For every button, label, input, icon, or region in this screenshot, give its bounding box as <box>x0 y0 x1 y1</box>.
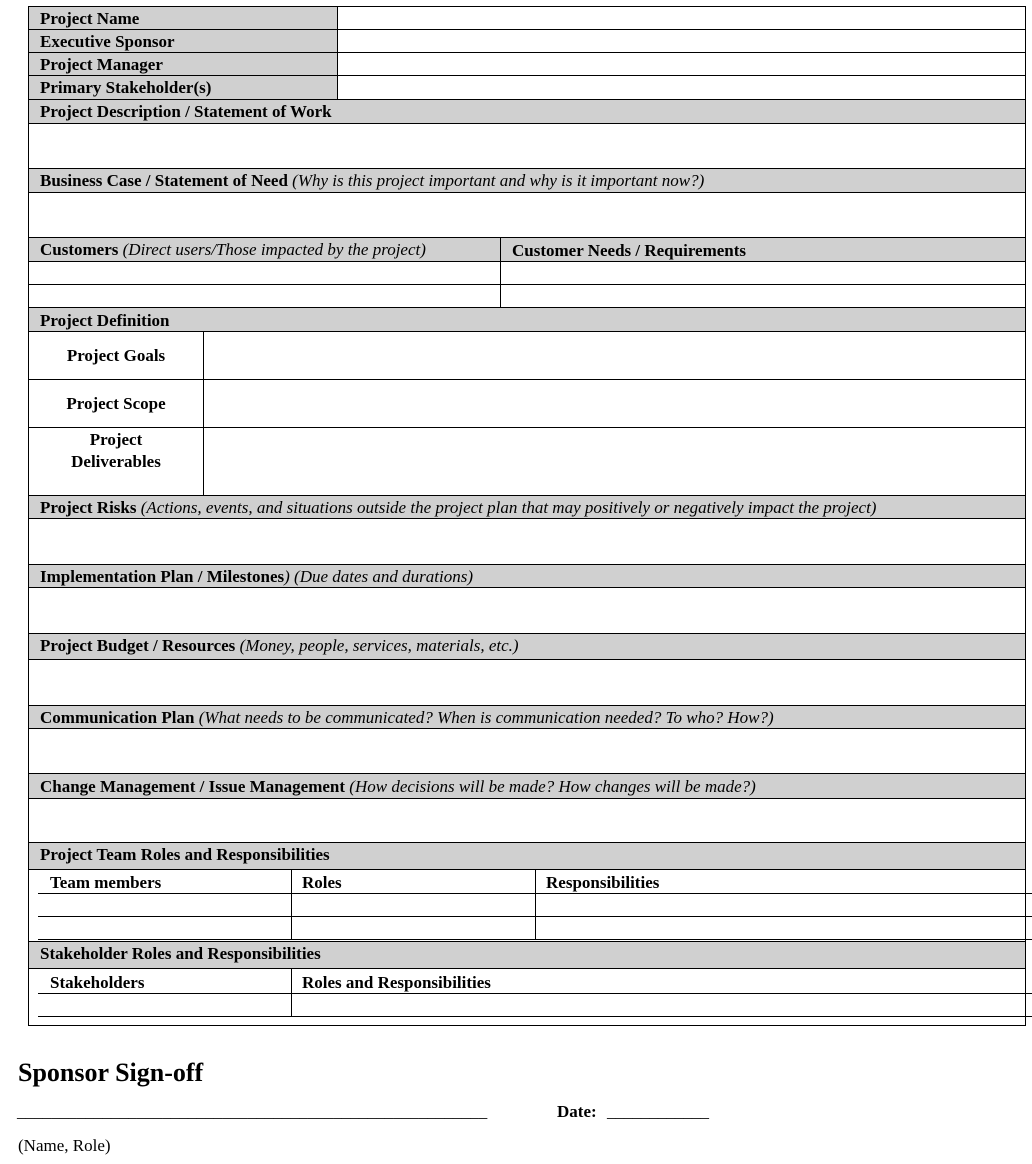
risks-title: Project Risks <box>40 498 137 517</box>
project-name-label: Project Name <box>40 9 140 28</box>
change-title: Change Management / Issue Management <box>40 777 346 796</box>
stakeholder-roles-col: Roles and Responsibilities <box>302 973 491 992</box>
risks-hint: (Actions, events, and situations outside the project plan that may positively or negatively impact the project) <box>140 498 877 517</box>
date-label: Date: <box>557 1102 597 1121</box>
project-deliverables-label-2: Deliverables <box>71 452 161 471</box>
change-hint: (How decisions will be made? How changes will be made?) <box>349 777 756 796</box>
team-responsibilities-col: Responsibilities <box>546 873 660 892</box>
stakeholder-title: Stakeholder Roles and Responsibilities <box>40 944 321 963</box>
communication-hint: (What needs to be communicated? When is communication needed? To who? How?) <box>198 708 774 727</box>
date-line[interactable]: ____________ <box>607 1102 709 1121</box>
business-case-heading <box>40 171 704 191</box>
change-field[interactable] <box>29 799 1025 842</box>
project-goals-field[interactable] <box>205 332 1025 379</box>
project-manager-label: Project Manager <box>40 55 163 74</box>
customer-needs-title: Customer Needs / Requirements <box>512 241 747 260</box>
budget-heading <box>40 636 519 656</box>
signature-line[interactable]: _______________________________________________________ <box>17 1102 488 1121</box>
team-roles-col: Roles <box>302 873 342 892</box>
business-case-title: Business Case / Statement of Need <box>40 171 288 190</box>
implementation-field[interactable] <box>29 588 1025 633</box>
communication-heading <box>40 708 774 728</box>
definition-header <box>29 308 1025 331</box>
signoff-title: Sponsor Sign-off <box>18 1058 204 1087</box>
description-title: Project Description / Statement of Work <box>40 102 332 121</box>
description-field[interactable] <box>29 124 1025 168</box>
name-role-caption: (Name, Role) <box>18 1136 111 1155</box>
budget-field[interactable] <box>29 660 1025 705</box>
implementation-title: Implementation Plan / Milestones <box>40 567 285 586</box>
business-case-hint: (Why is this project important and why is it important now?) <box>292 171 705 190</box>
customers-heading <box>40 240 426 260</box>
project-goals-label: Project Goals <box>66 346 166 365</box>
implementation-heading <box>40 567 473 587</box>
project-manager-field[interactable] <box>338 53 1025 75</box>
customers-hint: (Direct users/Those impacted by the project) <box>122 240 426 259</box>
communication-title: Communication Plan <box>40 708 195 727</box>
definition-title: Project Definition <box>40 311 170 330</box>
primary-stakeholders-field[interactable] <box>338 76 1025 99</box>
team-title: Project Team Roles and Responsibilities <box>40 845 330 864</box>
project-deliverables-label-1: Project <box>89 430 143 449</box>
communication-field[interactable] <box>29 729 1025 773</box>
project-scope-label: Project Scope <box>66 394 166 413</box>
executive-sponsor-field[interactable] <box>338 30 1025 52</box>
customers-title: Customers <box>40 240 119 259</box>
executive-sponsor-label: Executive Sponsor <box>40 32 175 51</box>
risks-heading <box>40 498 876 518</box>
business-case-field[interactable] <box>29 193 1025 237</box>
budget-hint: (Money, people, services, materials, etc.) <box>239 636 519 655</box>
project-name-field[interactable] <box>338 7 1025 29</box>
project-scope-field[interactable] <box>205 380 1025 427</box>
primary-stakeholders-label: Primary Stakeholder(s) <box>40 78 212 97</box>
stakeholders-col: Stakeholders <box>50 973 145 992</box>
change-heading <box>40 777 756 797</box>
implementation-hint: ) (Due dates and durations) <box>284 567 474 586</box>
risks-field[interactable] <box>29 519 1025 564</box>
team-members-col: Team members <box>50 873 162 892</box>
budget-title: Project Budget / Resources <box>40 636 236 655</box>
project-deliverables-field[interactable] <box>205 428 1025 495</box>
